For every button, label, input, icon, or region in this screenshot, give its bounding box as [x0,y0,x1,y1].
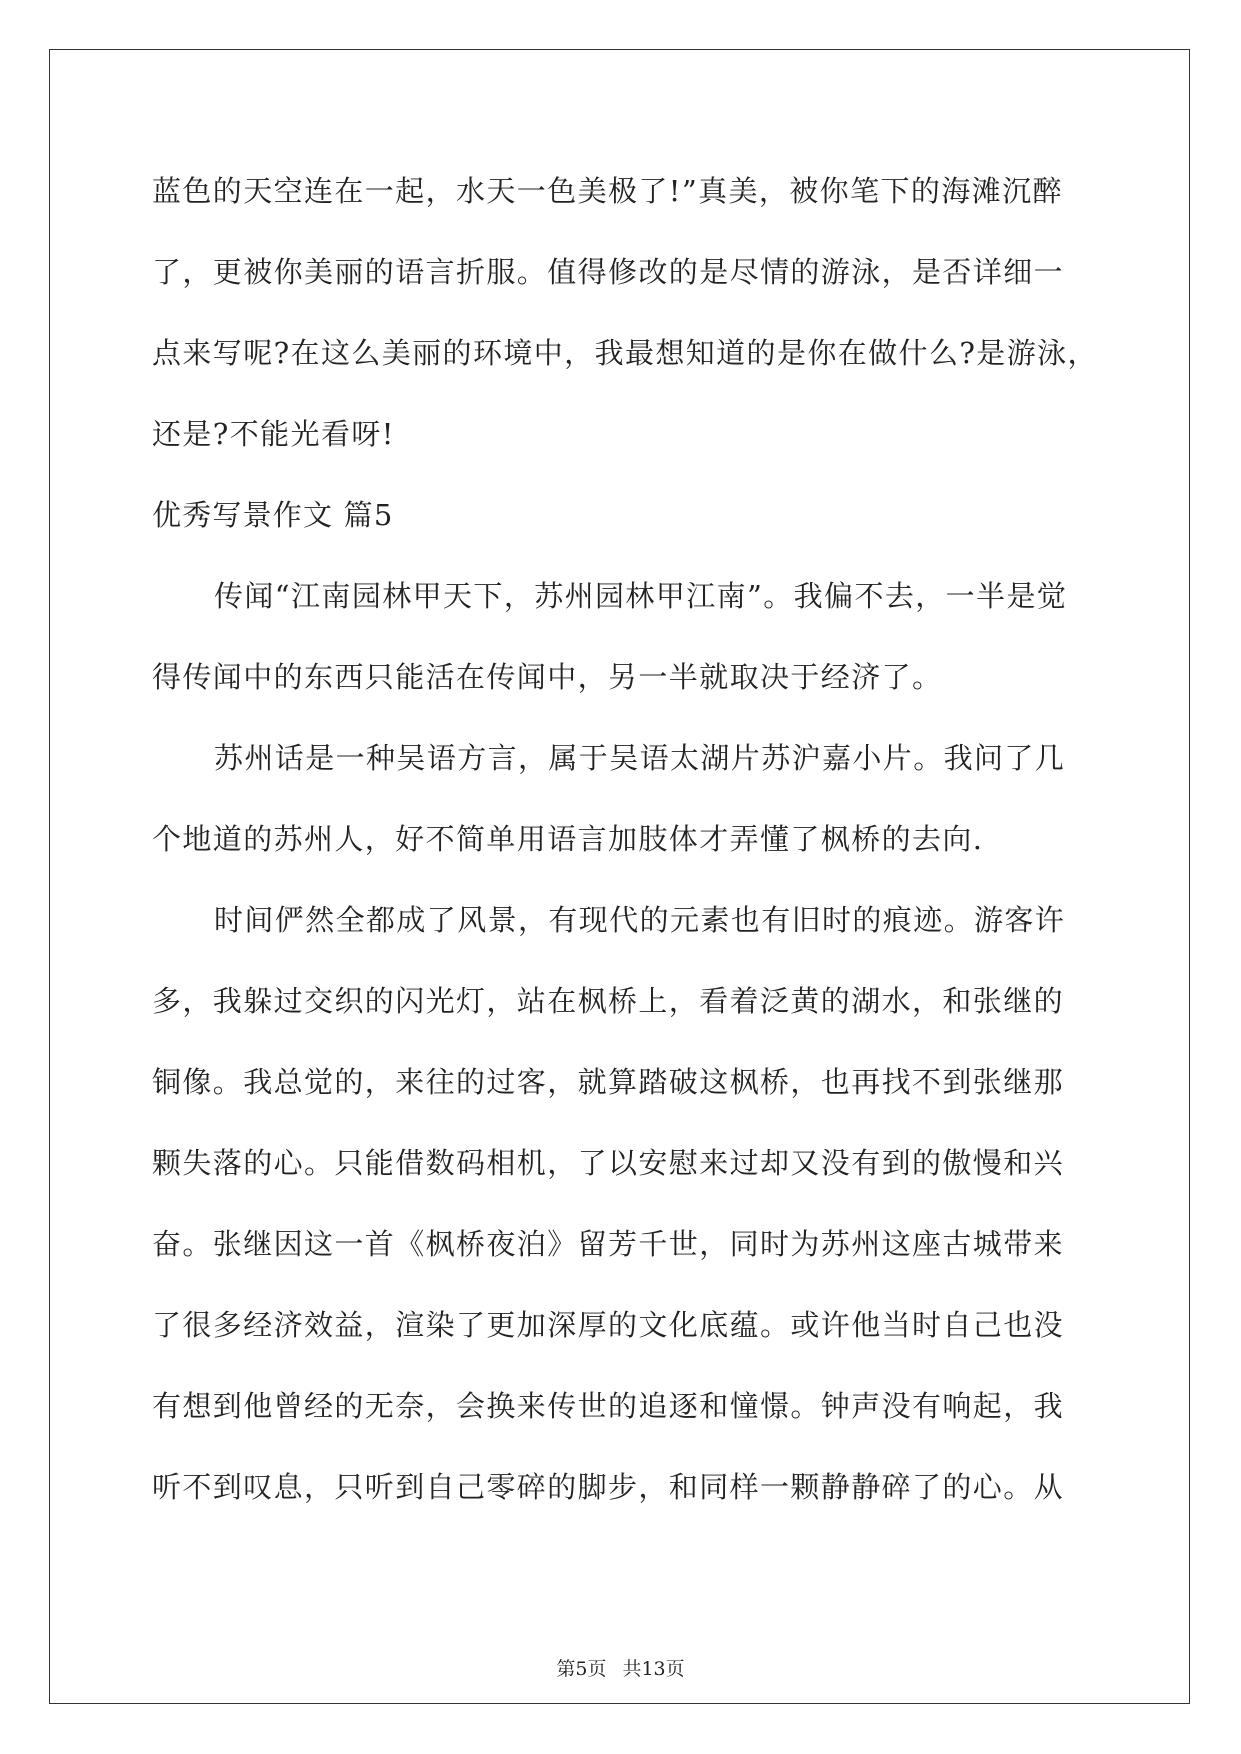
text-line: 了，更被你美丽的语言折服。值得修改的是尽情的游泳，是否详细一 [152,255,1065,289]
paragraph-first-line: 时间俨然全都成了风景，有现代的元素也有旧时的痕迹。游客许 [214,903,1066,937]
text-line: 得传闻中的东西只能活在传闻中，另一半就取决于经济了。 [152,660,943,694]
text-line: 听不到叹息，只听到自己零碎的脚步，和同样一颗静静碎了的心。从 [152,1470,1065,1504]
text-line: 还是?不能光看呀! [152,417,395,451]
text-line: 个地道的苏州人，好不简单用语言加肢体才弄懂了枫桥的去向. [152,822,984,856]
text-line: 铜像。我总觉的，来往的过客，就算踏破这枫桥，也再找不到张继那 [152,1065,1065,1099]
document-body [152,162,1098,1539]
text-line: 点来写呢?在这么美丽的环境中，我最想知道的是你在做什么?是游泳， [152,336,1098,370]
page-footer [0,1654,1241,1681]
page-number: 第5页 [556,1658,607,1680]
text-line: 多，我躲过交织的闪光灯，站在枫桥上，看着泛黄的湖水，和张继的 [152,984,1065,1018]
text-line: 颗失落的心。只能借数码相机，了以安慰来过却又没有到的傲慢和兴 [152,1146,1065,1180]
text-line: 有想到他曾经的无奈，会换来传世的追逐和憧憬。钟声没有响起，我 [152,1389,1065,1423]
paragraph-first-line: 苏州话是一种吴语方言，属于吴语太湖片苏沪嘉小片。我问了几 [214,741,1066,775]
text-line: 奋。张继因这一首《枫桥夜泊》留芳千世，同时为苏州这座古城带来 [152,1227,1065,1261]
text-line: 蓝色的天空连在一起，水天一色美极了!”真美，被你笔下的海滩沉醉 [152,174,1063,208]
paragraph-first-line: 传闻“江南园林甲天下，苏州园林甲江南”。我偏不去，一半是觉 [214,579,1068,613]
section-heading: 优秀写景作文 篇5 [152,498,394,532]
page-total: 共13页 [622,1658,685,1680]
text-line: 了很多经济效益，渲染了更加深厚的文化底蕴。或许他当时自己也没 [152,1308,1065,1342]
